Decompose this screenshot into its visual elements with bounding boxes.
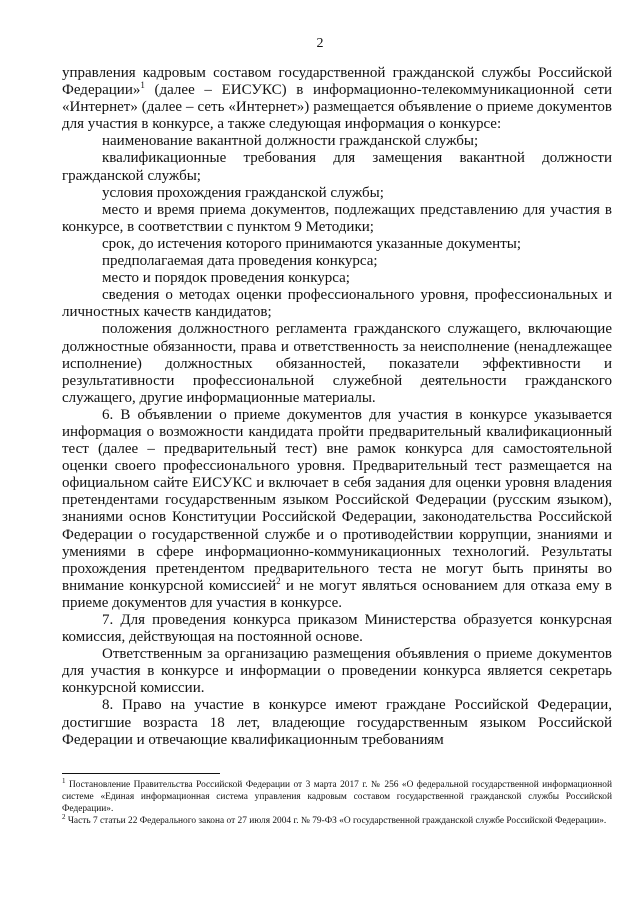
paragraph: срок, до истечения которого принимаются указанные документы; [102, 235, 522, 252]
footnote-ref: 1 [140, 80, 145, 91]
paragraph: Ответственным за организацию размещения объявления о приеме документов для участия в конкурсе и информации о проведении конкурса является секретарь конкурсной комиссии. [62, 646, 612, 697]
paragraph: сведения о методах оценки профессионального уровня, профессиональных и личностных качеств кандидатов; [62, 287, 612, 321]
footnote-mark: 1 [62, 776, 66, 785]
footnote-mark: 2 [62, 812, 66, 821]
paragraph: управления кадровым составом государственной гражданской службы Российской Федерации»$^1$ (далее – ЕИСУКС) в информационно-телекоммуникационной сети «Интернет» (далее – сеть «Интернет») размещается объявление о приеме документов для участия в конкурсе, а также следующая информация о конкурсе: [62, 65, 612, 133]
paragraph: условия прохождения гражданской службы; [102, 184, 384, 201]
body-text [62, 65, 612, 749]
paragraph: положения должностного регламента гражданского служащего, включающие должностные обязанности, права и ответственность за неисполнение (ненадлежащее исполнение) должностных обязанностей, показатели эффективности и результативности профессиональной служебной деятельности гражданского служащего, другие информационные материалы. [62, 321, 612, 406]
paragraph: предполагаемая дата проведения конкурса; [102, 253, 378, 270]
paragraph: 8. Право на участие в конкурсе имеют граждане Российской Федерации, достигшие возраста 18 лет, владеющие государственным языком Российской Федерации и отвечающие квалификационным требованиям [62, 697, 612, 748]
footnote: $^2$ Часть 7 статьи 22 Федерального закона от 27 июля 2004 г. № 79-ФЗ «О государственной гражданской службе Российской Федерации». [62, 812, 607, 826]
paragraph: 6. В объявлении о приеме документов для участия в конкурсе указывается информация о возможности кандидата пройти предварительный квалификационный тест (далее – предварительный тест) вне рамок конкурса для самостоятельной оценки своего профессионального уровня. Предварительный тест размещается на официальном сайте ЕИСУКС и включает в себя задания для оценки уровня владения претендентами государственным языком Российской Федерации (русским языком), знаниями основ Конституции Российской Федерации, законодательства Российской Федерации о государственной службе и о противодействии коррупции, знаниями и умениями в сфере информационно-коммуникационных технологий. Результаты прохождения претендентом предварительного теста не могут быть приняты во внимание конкурсной комиссией$^2$ и не могут являться основанием для отказа ему в приеме документов для участия в конкурсе. [62, 406, 613, 611]
page-number: 2 [316, 36, 324, 51]
footnote: $^1$ Постановление Правительства Российской Федерации от 3 марта 2017 г. № 256 «О федеральной государственной информационной системе «Единая информационная система управления кадровым составом государственной гражданской службы Российской Федерации». [62, 776, 612, 814]
paragraph: квалификационные требования для замещения вакантной должности гражданской службы; [62, 150, 612, 184]
paragraph: наименование вакантной должности гражданской службы; [102, 133, 479, 150]
footnote-divider [62, 773, 220, 774]
paragraph: место и порядок проведения конкурса; [102, 270, 350, 287]
footnotes [62, 776, 612, 827]
paragraph: 7. Для проведения конкурса приказом Министерства образуется конкурсная комиссия, действующая на постоянной основе. [62, 612, 612, 646]
paragraph: место и время приема документов, подлежащих представлению для участия в конкурсе, в соответствии с пунктом 9 Методики; [62, 201, 612, 235]
footnote-ref: 2 [276, 575, 281, 586]
